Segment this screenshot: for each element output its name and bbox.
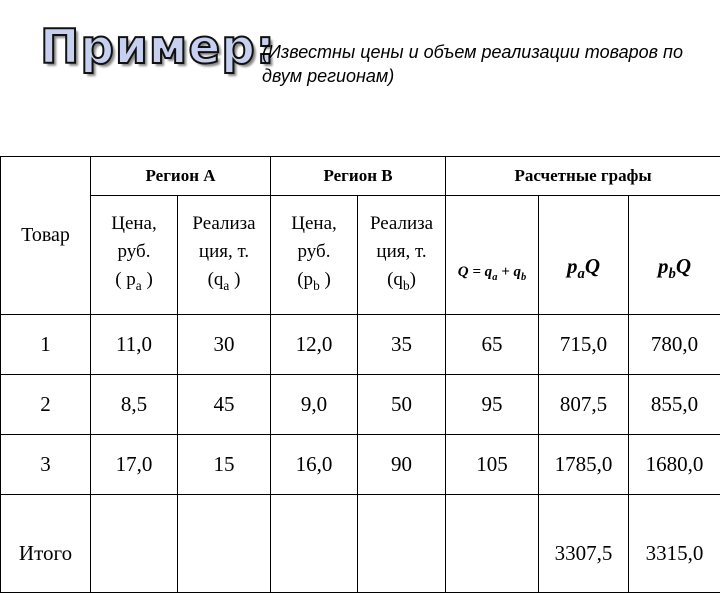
header-price-b-line1: Цена, (271, 210, 357, 238)
header-price-b (271, 196, 358, 315)
column-header-row (1, 196, 720, 315)
cell-pb: 9,0 (271, 375, 358, 435)
total-empty-pb (271, 495, 358, 593)
cell-qa: 15 (178, 435, 271, 495)
cell-item: 1 (1, 315, 91, 375)
header-price-a (91, 196, 178, 315)
header-pa-q (539, 196, 629, 315)
table-row (1, 435, 720, 495)
header-price-a-symbol: ( $p_a$ ) (91, 266, 177, 300)
pa-q-formula: $p_aQ$ (567, 254, 600, 278)
total-empty-qb (358, 495, 446, 593)
header-price-a-line2: руб. (91, 238, 177, 266)
cell-pbq: 780,0 (629, 315, 720, 375)
pb-q-formula: $p_bQ$ (658, 254, 691, 278)
total-label: Итого (1, 495, 91, 593)
header-qty-b-line2: ция, т. (358, 238, 445, 266)
header-qty-b-symbol: $(q_b)$ (358, 266, 445, 300)
header-qty-a-line1: Реализа (178, 210, 270, 238)
cell-item: 3 (1, 435, 91, 495)
price-volume-table (0, 156, 720, 593)
total-empty-qa (178, 495, 271, 593)
header-qty-a (178, 196, 271, 315)
header-qty-b-line1: Реализа (358, 210, 445, 238)
header-qty-a-line2: ция, т. (178, 238, 270, 266)
slide-title: Пример: (40, 20, 276, 75)
header-price-a-line1: Цена, (91, 210, 177, 238)
cell-pbq: 1680,0 (629, 435, 720, 495)
cell-item: 2 (1, 375, 91, 435)
cell-paq: 1785,0 (539, 435, 629, 495)
cell-qa: 45 (178, 375, 271, 435)
cell-qb: 50 (358, 375, 446, 435)
cell-qb: 90 (358, 435, 446, 495)
total-empty-q (446, 495, 539, 593)
cell-paq: 807,5 (539, 375, 629, 435)
cell-qa: 30 (178, 315, 271, 375)
header-region-a: Регион A (91, 157, 271, 196)
cell-pa: 8,5 (91, 375, 178, 435)
header-calc-columns: Расчетные графы (446, 157, 720, 196)
cell-q: 65 (446, 315, 539, 375)
cell-pb: 12,0 (271, 315, 358, 375)
slide-subtitle: (Известны цены и объем реализации товаров по двум регионам) (262, 40, 712, 88)
header-q-formula (446, 196, 539, 315)
total-empty-pa (91, 495, 178, 593)
header-qty-b (358, 196, 446, 315)
cell-paq: 715,0 (539, 315, 629, 375)
cell-pb: 16,0 (271, 435, 358, 495)
header-pb-q (629, 196, 720, 315)
cell-pa: 11,0 (91, 315, 178, 375)
header-price-b-line2: руб. (271, 238, 357, 266)
header-qty-a-symbol: ($q_a$ ) (178, 266, 270, 300)
group-header-row (1, 157, 720, 196)
table-row (1, 315, 720, 375)
cell-q: 105 (446, 435, 539, 495)
header-region-b: Регион B (271, 157, 446, 196)
cell-q: 95 (446, 375, 539, 435)
total-paq: 3307,5 (539, 495, 629, 593)
q-formula: $Q = q_a + q_b$ (458, 264, 526, 280)
cell-pbq: 855,0 (629, 375, 720, 435)
cell-pa: 17,0 (91, 435, 178, 495)
header-price-b-symbol: ($p_b$ ) (271, 266, 357, 300)
total-pbq: 3315,0 (629, 495, 720, 593)
header-tovar: Товар (1, 157, 91, 315)
table-row (1, 375, 720, 435)
total-row (1, 495, 720, 593)
cell-qb: 35 (358, 315, 446, 375)
